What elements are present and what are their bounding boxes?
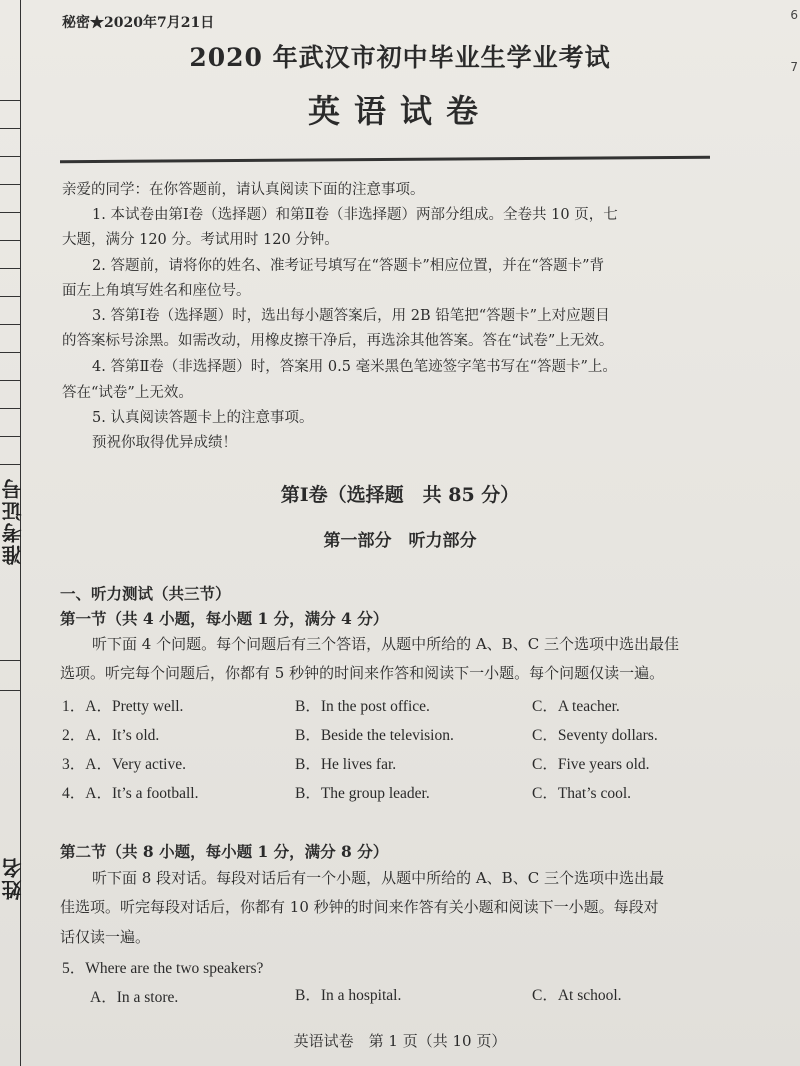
listening-heading: 一、听力测试（共三节） (60, 584, 231, 603)
grid-line (0, 268, 20, 269)
grid-line (0, 408, 20, 409)
exam-title: 2020 年武汉市初中毕业生学业考试 (189, 43, 611, 72)
notice-line: 答在“试卷”上无效。 (62, 385, 193, 401)
notice-line: 面左上角填写姓名和座位号。 (62, 283, 251, 299)
grid-line (0, 690, 20, 691)
grid-line (0, 296, 20, 297)
sec1-instruction: 选项。听完每个问题后，你都有 5 秒钟的时间来作答和阅读下一小题。每个问题仅读一遍。 (60, 664, 665, 682)
grid-line (0, 156, 20, 157)
q1-option-a: 1．A．Pretty well. (62, 698, 184, 715)
notice-line: 4. 答第Ⅱ卷（非选择题）时，答案用 0.5 毫米黑色笔迹签字笔书写在“答题卡”上。 (92, 359, 617, 375)
header-rule (60, 156, 710, 164)
notice-line: 大题，满分 120 分。考试用时 120 分钟。 (62, 232, 339, 248)
edge-mark: 7 (790, 60, 798, 74)
sec1-instruction: 听下面 4 个问题。每个问题后有三个答语，从题中所给的 A、B、C 三个选项中选出最佳 (92, 635, 679, 653)
notice-line: 1. 本试卷由第Ⅰ卷（选择题）和第Ⅱ卷（非选择题）两部分组成。全卷共 10 页，七 (92, 207, 618, 223)
q2-option-b: B．Beside the television. (295, 727, 454, 744)
section-title: 第一部分 听力部分 (323, 531, 477, 551)
grid-line (0, 436, 20, 437)
page-footer: 英语试卷 第 1 页（共 10 页） (293, 1032, 507, 1050)
q1-option-b: B．In the post office. (295, 698, 430, 715)
q4-option-b: B．The group leader. (295, 785, 430, 802)
grid-line (0, 240, 20, 241)
q5-option-c: C．At school. (532, 987, 622, 1004)
notice-line: 3. 答第Ⅰ卷（选择题）时，选出每小题答案后，用 2B 铅笔把“答题卡”上对应题目 (92, 308, 610, 324)
sec2-instruction: 佳选项。听完每段对话后，你都有 10 秒钟的时间来作答有关小题和阅读下一小题。每段对 (60, 898, 659, 916)
confidential-date: 秘密★2020年7月21日 (62, 15, 215, 31)
q1-option-c: C．A teacher. (532, 698, 620, 715)
sec2-heading: 第二节（共 8 小题，每小题 1 分，满分 8 分） (60, 842, 389, 861)
notice-line: 亲爱的同学：在你答题前，请认真阅读下面的注意事项。 (62, 182, 425, 198)
q2-option-c: C．Seventy dollars. (532, 727, 658, 744)
notice-line: 5. 认真阅读答题卡上的注意事项。 (92, 410, 314, 426)
grid-line (0, 324, 20, 325)
name-label: 姓名 (1, 856, 25, 900)
notice-line: 2. 答题前，请将你的姓名、准考证号填写在“答题卡”相应位置，并在“答题卡”背 (92, 258, 605, 274)
sec2-instruction: 听下面 8 段对话。每段对话后有一个小题，从题中所给的 A、B、C 三个选项中选出最 (92, 869, 664, 887)
q3-option-c: C．Five years old. (532, 756, 650, 773)
q5-question: 5．Where are the two speakers? (62, 960, 264, 977)
q3-option-a: 3．A．Very active. (62, 756, 186, 773)
notice-line: 预祝你取得优异成绩！ (92, 435, 237, 451)
sec1-heading: 第一节（共 4 小题，每小题 1 分，满分 4 分） (60, 609, 389, 628)
exam-number-label: 准考证号 (1, 477, 25, 565)
q5-option-b: B．In a hospital. (295, 987, 402, 1004)
part-one-title: 第Ⅰ卷（选择题 共 85 分） (280, 484, 520, 506)
q4-option-c: C．That’s cool. (532, 785, 632, 802)
q5-option-a: A．In a store. (90, 989, 179, 1006)
grid-line (0, 380, 20, 381)
notice-line: 的答案标号涂黑。如需改动，用橡皮擦干净后，再选涂其他答案。答在“试卷”上无效。 (62, 333, 614, 349)
sec2-instruction: 话仅读一遍。 (60, 928, 151, 946)
exam-subtitle: 英语试卷 (307, 92, 492, 130)
edge-mark: 6 (790, 8, 798, 22)
grid-line (0, 660, 20, 661)
grid-line (0, 352, 20, 353)
grid-line (0, 212, 20, 213)
q4-option-a: 4．A．It’s a football. (62, 785, 199, 802)
q2-option-a: 2．A．It’s old. (62, 727, 160, 744)
grid-line (0, 184, 20, 185)
q3-option-b: B．He lives far. (295, 756, 397, 773)
